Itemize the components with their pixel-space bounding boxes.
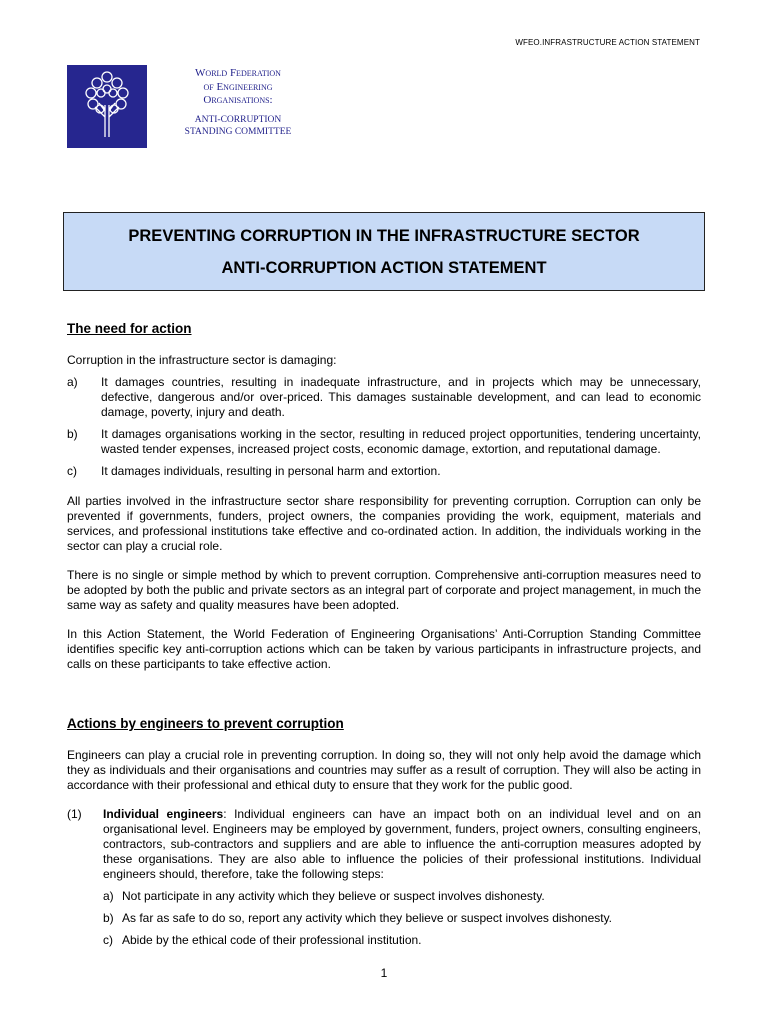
intro-paragraph: Engineers can play a crucial role in preventing corruption. In doing so, they will not only help avoid the damage which they as individuals and their organisations and countries may suffer as a result of corruption. They will also be acting in accordance with their professional and ethical duty to ensure that they work for the public good. xyxy=(67,748,701,792)
step-marker: c) xyxy=(103,933,113,947)
title-box xyxy=(63,212,705,291)
step-item xyxy=(103,933,701,948)
wfeo-logo xyxy=(67,65,147,148)
section-heading-actions-by-engineers: Actions by engineers to prevent corruption xyxy=(67,716,344,731)
org-line-5: STANDING COMMITTEE xyxy=(184,126,292,137)
list-text xyxy=(103,807,701,882)
intro-paragraph: Corruption in the infrastructure sector is damaging: xyxy=(67,353,337,367)
step-marker: b) xyxy=(103,911,114,925)
step-marker: a) xyxy=(103,889,114,903)
item-label: Individual engineers xyxy=(103,807,224,821)
org-line-4: ANTI-CORRUPTION xyxy=(194,114,282,125)
paragraph: There is no single or simple method by which to prevent corruption. Comprehensive anti-corruption measures need to be adopted by both the public and private sectors as an integral part of corporate and project management, in much the same way as safety and quality measures have been adopted. xyxy=(67,568,701,612)
list-item xyxy=(67,427,701,457)
list-marker: a) xyxy=(67,375,78,389)
document-subtitle: ANTI-CORRUPTION ACTION STATEMENT xyxy=(221,259,547,277)
section-actions-by-engineers xyxy=(67,748,701,948)
list-marker: (1) xyxy=(67,807,82,821)
org-line-2: of Engineering xyxy=(203,80,273,93)
step-item xyxy=(103,889,701,904)
section-heading-need-for-action: The need for action xyxy=(67,321,192,336)
tree-logo-icon xyxy=(67,65,147,148)
step-text: As far as safe to do so, report any activity which they believe or suspect involves dishonesty. xyxy=(122,911,613,925)
step-text: Not participate in any activity which they believe or suspect involves dishonesty. xyxy=(122,889,545,903)
paragraph: In this Action Statement, the World Federation of Engineering Organisations’ Anti-Corruption Standing Committee identifies specific key anti-corruption actions which can be taken by various participants in infrastructure projects, and calls on these participants to take effective action. xyxy=(67,627,701,671)
org-line-1: World Federation xyxy=(195,67,281,79)
section-need-for-action xyxy=(67,353,701,672)
running-header: WFEO.INFRASTRUCTURE ACTION STATEMENT xyxy=(515,38,700,47)
list-item xyxy=(67,807,701,882)
step-item xyxy=(103,911,701,926)
step-text: Abide by the ethical code of their professional institution. xyxy=(122,933,422,947)
page-number: 1 xyxy=(380,966,388,980)
org-line-3: Organisations: xyxy=(203,94,273,106)
list-item xyxy=(67,375,701,420)
list-text: It damages organisations working in the sector, resulting in reduced project opportunities, tendering uncertainty, wasted tender expenses, increased project costs, economic damage, extortion, and reputational damage. xyxy=(101,427,701,456)
list-text: It damages countries, resulting in inadequate infrastructure, and in projects which may be unnecessary, defective, dangerous and/or over-priced. This damages sustainable development, and can lead to economic damage, poverty, injury and death. xyxy=(101,375,701,419)
item-text: : Individual engineers can have an impact both on an individual level and on an organisational level. Engineers may be employed by government, funders, project owners, consulting engineers, contractors, sub-contractors and suppliers and are able to influence the anti-corruption measures adopted by these organisations. They are also able to influence the policies of their professional institutions. Individual engineers should, therefore, take the following steps: xyxy=(103,807,701,881)
paragraph: All parties involved in the infrastructure sector share responsibility for preventing corruption. Corruption can only be prevented if governments, funders, project owners, the companies providing the work, equipment, materials and services, and professional institutions take effective and co-ordinated action. In addition, the individuals working in the sector can play a crucial role. xyxy=(67,494,701,553)
list-marker: c) xyxy=(67,464,77,478)
steps-list xyxy=(103,889,701,948)
document-title: PREVENTING CORRUPTION IN THE INFRASTRUCTURE SECTOR xyxy=(128,227,640,245)
organisation-name xyxy=(168,67,308,138)
list-marker: b) xyxy=(67,427,78,441)
list-text: It damages individuals, resulting in personal harm and extortion. xyxy=(101,464,441,478)
list-item xyxy=(67,464,701,479)
